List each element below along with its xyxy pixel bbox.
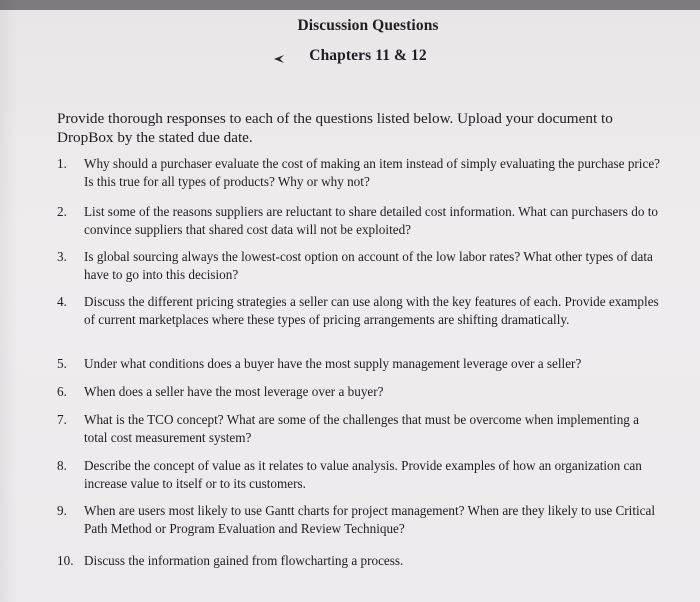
- question-text: Discuss the different pricing strategies a seller can use along with the key features of each. Provide examples of current marketplaces where these types of pricing arrangements are shifting dramatically.: [84, 294, 659, 327]
- page-title: Discussion Questions: [297, 17, 439, 34]
- question-number: 3.: [57, 249, 67, 264]
- question-text: List some of the reasons suppliers are reluctant to share detailed cost information. What can purchasers do to convince suppliers that shared cost data will not be exploited?: [84, 204, 658, 237]
- question-number: 5.: [57, 356, 67, 371]
- question-number: 7.: [57, 412, 67, 427]
- question-text: What is the TCO concept? What are some of the challenges that must be overcome when implementing a total cost measurement system?: [84, 412, 640, 445]
- question-text: Why should a purchaser evaluate the cost of making an item instead of simply evaluating the purchase price? Is this true for all types of products? Why or why not?: [84, 156, 661, 189]
- question-number: 8.: [57, 458, 67, 473]
- page-shadow: [0, 0, 18, 602]
- page-subtitle: Chapters 11 & 12: [309, 47, 427, 64]
- question-text: Describe the concept of value as it relates to value analysis. Provide examples of how an organization can increase value to itself or to its customers.: [84, 458, 642, 491]
- question-number: 2.: [57, 204, 67, 219]
- question-number: 9.: [57, 503, 67, 518]
- instructions-paragraph: Provide thorough responses to each of the questions listed below. Upload your document to DropBox by the stated due date.: [57, 110, 613, 146]
- question-text: When are users most likely to use Gantt charts for project management? When are they likely to use Critical Path Method or Program Evaluation and Review Technique?: [84, 503, 656, 536]
- top-edge: [0, 0, 700, 10]
- question-text: When does a seller have the most leverage over a buyer?: [84, 384, 384, 399]
- question-number: 4.: [57, 294, 67, 309]
- question-text: Under what conditions does a buyer have the most supply management leverage over a seller?: [84, 356, 582, 371]
- question-number: 1.: [57, 156, 67, 171]
- question-text: Is global sourcing always the lowest-cost option on account of the low labor rates? What other types of data have to go into this decision?: [84, 249, 653, 282]
- question-number: 10.: [57, 553, 74, 568]
- question-text: Discuss the information gained from flowcharting a process.: [84, 553, 404, 568]
- question-number: 6.: [57, 384, 67, 399]
